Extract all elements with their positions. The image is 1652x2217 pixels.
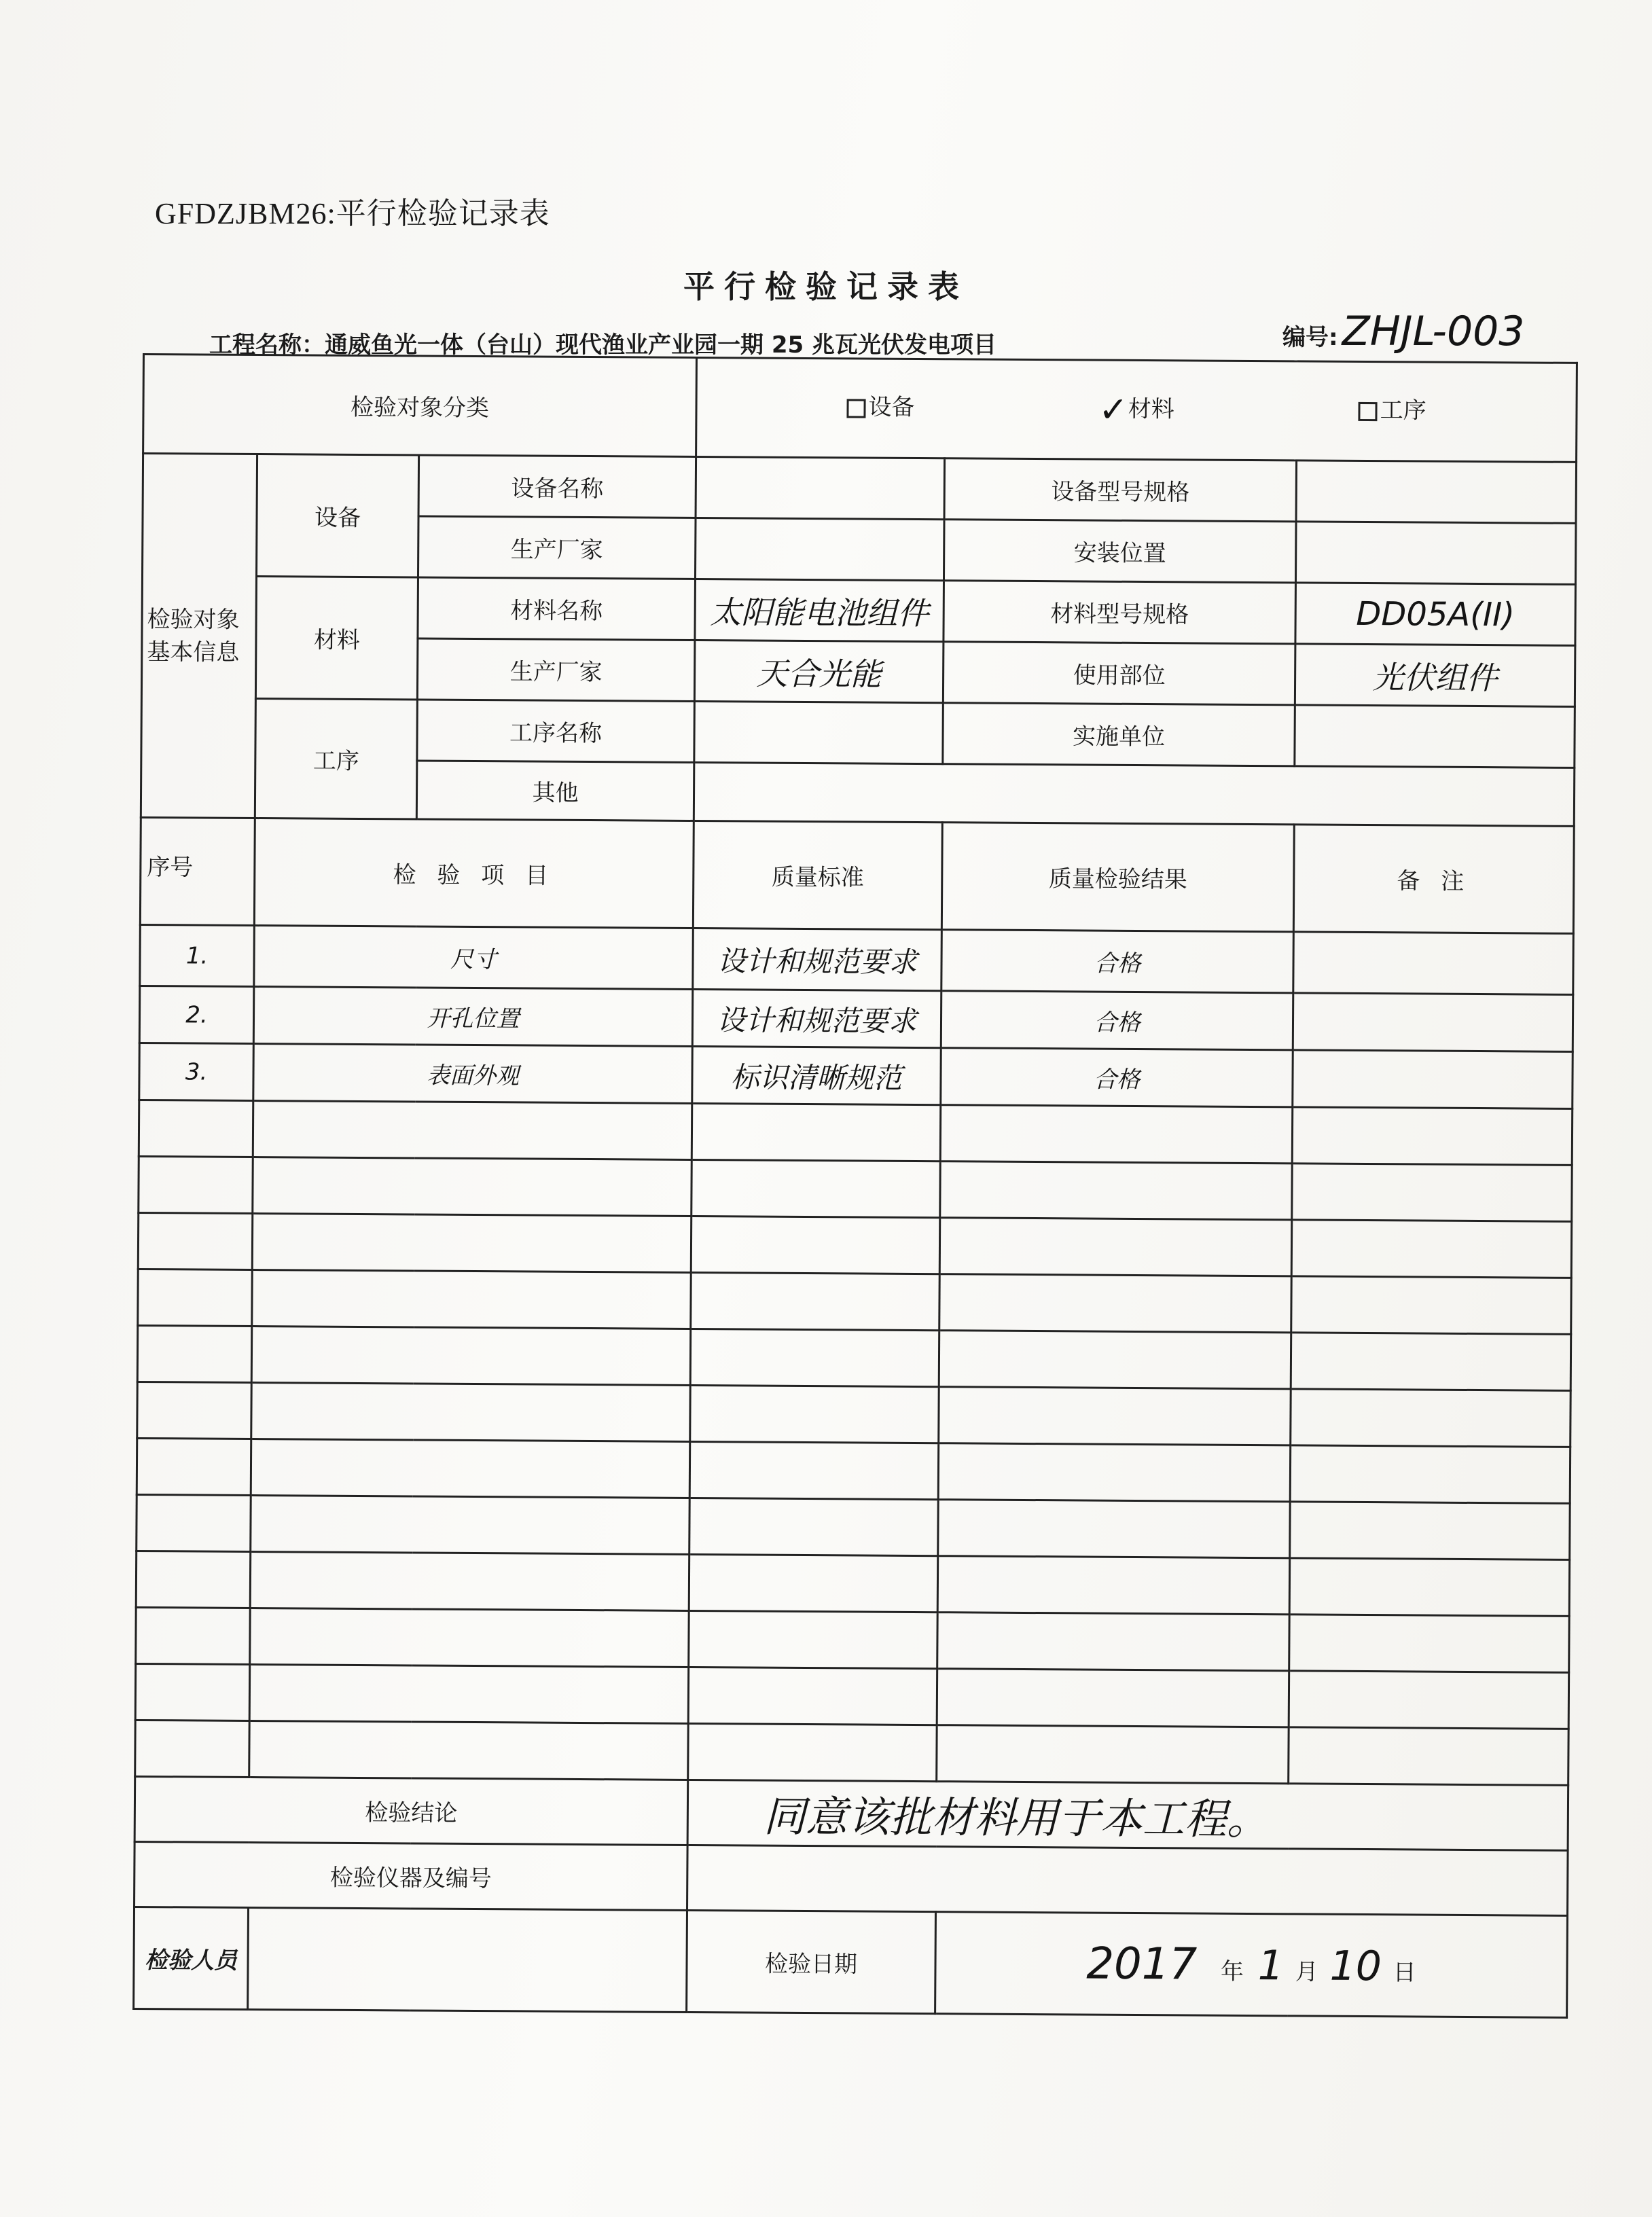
blank-cell [137,1382,252,1439]
blank-cell [1289,1558,1570,1617]
date-value [935,1912,1568,2018]
blank-cell [1289,1727,1569,1786]
blank-cell [135,1720,250,1777]
item-remark [1293,993,1573,1052]
blank-cell [1291,1389,1571,1447]
category-label: 检验对象分类 [143,355,697,457]
blank-cell [251,1496,690,1555]
blank-cell [939,1218,1291,1276]
blank-cell [938,1500,1290,1558]
blank-cell [253,1101,692,1160]
date-day: 10 [1329,1942,1382,1990]
material-name-label: 材料名称 [418,577,696,640]
blank-cell [250,1552,689,1611]
blank-cell [138,1212,253,1269]
equipment-model-label: 设备型号规格 [944,458,1297,522]
material-maker-label: 生产厂家 [417,638,695,701]
blank-cell [937,1669,1289,1727]
blank-cell [1292,1164,1573,1222]
material-model-value: DD05A(II) [1295,583,1576,646]
blank-cell [689,1554,938,1612]
item-standard: 设计和规范要求 [693,928,942,990]
blank-cell [692,1103,941,1161]
blank-cell [1292,1107,1573,1166]
blank-cell [691,1216,940,1274]
blank-cell [137,1325,252,1382]
blank-cell [137,1438,251,1495]
checkbox-equipment[interactable] [846,399,865,418]
equipment-model-value [1296,461,1577,524]
process-other-value [694,762,1575,826]
date-month: 1 [1257,1941,1285,1989]
item-row [139,986,1573,1051]
item-name: 开孔位置 [253,987,693,1047]
equipment-location-label: 安装位置 [944,520,1296,583]
blank-item-row [137,1494,1570,1560]
blank-cell [1291,1220,1572,1278]
process-row-1 [141,698,1575,768]
category-options [696,357,1577,462]
blank-cell [139,1156,253,1213]
item-remark [1293,932,1574,995]
inspector-value [248,1907,687,2012]
process-label: 工序 [255,699,417,819]
item-name: 表面外观 [253,1044,693,1104]
blank-cell [136,1607,251,1664]
item-row [140,924,1574,994]
blank-cell [937,1612,1289,1671]
item-result: 合格 [941,991,1293,1050]
blank-item-row [135,1663,1569,1729]
inspector-label: 检验人员 [134,1907,249,2009]
date-month-label: 月 [1295,1958,1318,1986]
header-item: 检 验 项 目 [254,818,694,929]
blank-cell [937,1556,1289,1615]
blank-item-row [137,1382,1571,1447]
item-standard: 标识清晰规范 [692,1046,941,1104]
blank-cell [1289,1615,1570,1673]
blank-cell [136,1551,251,1608]
conclusion-row [134,1776,1568,1850]
blank-item-row [135,1720,1569,1785]
form-code: GFDZJBM26:平行检验记录表 [155,197,550,230]
item-standard: 设计和规范要求 [692,989,941,1047]
equipment-name-value [696,456,945,519]
number-label: 编号: [1282,324,1338,351]
instrument-label: 检验仪器及编号 [134,1841,688,1910]
equipment-row-1 [143,454,1577,524]
process-name-value [694,701,944,763]
blank-cell [251,1383,691,1442]
blank-cell [137,1494,251,1551]
blank-cell [250,1608,689,1668]
blank-cell [135,1663,250,1720]
checkmark-icon: ✓ [1098,389,1129,431]
category-row [143,355,1577,463]
blank-cell [937,1725,1289,1784]
blank-cell [252,1270,692,1329]
blank-cell [1291,1333,1571,1391]
blank-cell [689,1441,939,1499]
blank-cell [940,1161,1292,1220]
blank-item-row [139,1156,1573,1221]
option-process[interactable]: 工序 [1359,391,1426,425]
blank-item-row [139,1100,1573,1165]
blank-item-row [137,1325,1571,1390]
material-label: 材料 [255,577,418,700]
date-label: 检验日期 [687,1910,936,2013]
item-no: 1. [140,924,255,986]
material-row-1 [142,576,1576,646]
date-year-label: 年 [1220,1958,1244,1985]
checkbox-process[interactable] [1359,401,1378,420]
option-material[interactable]: ✓材料 [1098,389,1174,431]
process-name-label: 工序名称 [417,700,695,762]
blank-item-row [136,1607,1570,1672]
conclusion-value: 同意该批材料用于本工程。 [687,1780,1568,1850]
equipment-name-label: 设备名称 [418,455,696,518]
material-name-value: 太阳能电池组件 [695,579,944,641]
blank-cell [691,1272,940,1330]
blank-cell [688,1723,937,1781]
item-result: 合格 [941,930,1294,993]
equipment-maker-label: 生产厂家 [418,516,696,579]
instrument-row [134,1841,1568,1915]
blank-cell [939,1387,1291,1445]
blank-cell [139,1100,253,1157]
header-seq: 序号 [140,817,255,925]
project-name: 通威鱼光一体（台山）现代渔业产业园一期 25 兆瓦光伏发电项目 [325,331,996,359]
material-usage-label: 使用部位 [943,642,1295,705]
items-header-row [140,817,1574,933]
blank-item-row [137,1438,1570,1503]
form-title: 平行检验记录表 [683,268,969,305]
blank-item-row [138,1269,1572,1334]
process-other-label: 其他 [416,761,694,821]
blank-cell [251,1439,690,1498]
material-model-label: 材料型号规格 [944,581,1296,644]
inspection-table [132,353,1578,2019]
material-usage-value: 光伏组件 [1295,644,1575,707]
item-name: 尺寸 [254,926,694,990]
equipment-location-value [1295,522,1576,585]
item-no: 2. [139,986,254,1043]
blank-cell [1289,1671,1569,1729]
blank-cell [1290,1445,1570,1504]
blank-cell [251,1327,691,1386]
equipment-maker-value [695,518,944,580]
blank-cell [249,1664,689,1723]
instrument-value [687,1845,1568,1915]
object-info-label: 检验对象基本信息 [141,454,257,818]
material-maker-value: 天合光能 [694,640,944,702]
blank-cell [938,1443,1290,1502]
item-row [139,1043,1573,1108]
date-day-label: 日 [1393,1958,1416,1986]
blank-item-row [138,1212,1572,1278]
blank-cell [690,1385,939,1443]
process-unit-label: 实施单位 [943,703,1295,766]
project-label: 工程名称： [209,331,325,359]
blank-cell [692,1159,941,1217]
blank-cell [249,1720,689,1780]
blank-cell [690,1329,939,1386]
item-no: 3. [139,1043,254,1100]
process-unit-value [1295,705,1575,768]
header-remark: 备 注 [1293,825,1574,934]
conclusion-label: 检验结论 [134,1776,688,1845]
header-result: 质量检验结果 [941,823,1294,932]
header-standard: 质量标准 [693,821,942,929]
blank-cell [688,1667,937,1725]
number-line [1282,308,1525,355]
blank-cell [940,1105,1292,1164]
blank-cell [939,1274,1291,1333]
footer-row [134,1907,1568,2017]
blank-item-row [136,1551,1570,1616]
date-year: 2017 [1086,1939,1198,1990]
item-result: 合格 [941,1048,1293,1107]
blank-cell [1290,1502,1570,1560]
number-value: ZHJL-003 [1342,308,1525,355]
equipment-label: 设备 [256,454,418,577]
blank-cell [252,1214,692,1273]
item-remark [1293,1050,1573,1109]
blank-cell [1291,1276,1572,1335]
blank-cell [253,1157,692,1216]
blank-cell [689,1610,938,1668]
blank-cell [939,1331,1291,1389]
option-equipment[interactable]: 设备 [846,388,914,422]
blank-cell [138,1269,253,1326]
blank-cell [689,1498,939,1555]
